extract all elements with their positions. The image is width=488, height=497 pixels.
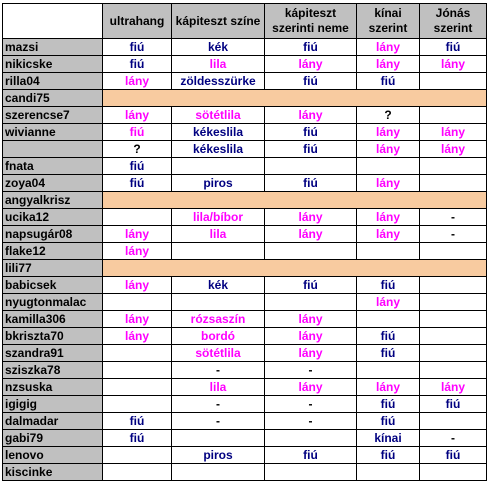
table-cell: lány <box>420 56 487 73</box>
table-cell: lány <box>420 379 487 396</box>
table-cell: - <box>420 430 487 447</box>
table-cell <box>420 328 487 345</box>
table-cell: rózsaszín <box>172 311 265 328</box>
table-cell: fiú <box>265 277 357 294</box>
table-row <box>3 175 487 192</box>
table-cell <box>103 209 172 226</box>
table-cell: lány <box>357 226 420 243</box>
table-cell <box>420 294 487 311</box>
table-cell: lány <box>103 277 172 294</box>
table-row <box>3 192 487 209</box>
table-row <box>3 73 487 90</box>
table-cell: fiú <box>357 447 420 464</box>
table-cell: fiú <box>357 413 420 430</box>
row-name: mazsi <box>3 39 103 56</box>
table-cell: lány <box>357 209 420 226</box>
table-row <box>3 39 487 56</box>
table-cell: kékeslila <box>172 141 265 158</box>
prediction-table <box>2 3 487 481</box>
table-cell: lány <box>265 345 357 362</box>
table-cell: fiú <box>265 447 357 464</box>
table-cell <box>420 175 487 192</box>
table-cell <box>172 294 265 311</box>
table-cell: fiú <box>420 39 487 56</box>
table-cell: ? <box>357 107 420 124</box>
table-row <box>3 107 487 124</box>
table-row <box>3 345 487 362</box>
table-cell: kínai <box>357 430 420 447</box>
table-cell: sötétlila <box>172 107 265 124</box>
table-cell: fiú <box>357 328 420 345</box>
row-name: sziszka78 <box>3 362 103 379</box>
table-cell: lány <box>103 107 172 124</box>
table-cell <box>420 158 487 175</box>
table-cell: fiú <box>103 158 172 175</box>
row-name: ucika12 <box>3 209 103 226</box>
table-cell <box>420 73 487 90</box>
row-name: fnata <box>3 158 103 175</box>
table-cell <box>420 107 487 124</box>
table-cell: - <box>265 396 357 413</box>
row-name: bkriszta70 <box>3 328 103 345</box>
table-cell: lány <box>103 73 172 90</box>
table-cell: lány <box>265 328 357 345</box>
table-cell <box>357 464 420 481</box>
table-row <box>3 311 487 328</box>
table-cell: lány <box>357 141 420 158</box>
table-cell: - <box>172 396 265 413</box>
table-row <box>3 141 487 158</box>
header-corner <box>3 4 103 39</box>
table-cell <box>265 294 357 311</box>
table-cell: fiú <box>103 413 172 430</box>
table-cell: piros <box>172 175 265 192</box>
row-name: kiscinke <box>3 464 103 481</box>
table-cell: lány <box>103 311 172 328</box>
table-row <box>3 362 487 379</box>
table-cell: lila <box>172 56 265 73</box>
table-cell: fiú <box>103 56 172 73</box>
header-kinai: kínai szerint <box>357 4 420 39</box>
table-cell <box>265 243 357 260</box>
table-cell: piros <box>172 447 265 464</box>
table-cell: fiú <box>103 124 172 141</box>
table-row <box>3 328 487 345</box>
row-name: babicsek <box>3 277 103 294</box>
table-row <box>3 430 487 447</box>
row-name: candi75 <box>3 90 103 107</box>
row-name: wivianne <box>3 124 103 141</box>
table-cell <box>420 362 487 379</box>
table-cell <box>357 362 420 379</box>
table-row <box>3 447 487 464</box>
empty-merged-cell <box>103 192 487 209</box>
table-row <box>3 209 487 226</box>
table-row <box>3 226 487 243</box>
table-cell <box>420 345 487 362</box>
table-cell <box>420 311 487 328</box>
table-cell: lány <box>420 124 487 141</box>
table-cell <box>265 464 357 481</box>
table-cell: lila <box>172 379 265 396</box>
table-row <box>3 413 487 430</box>
table-row <box>3 124 487 141</box>
table-cell <box>357 158 420 175</box>
table-cell: bordó <box>172 328 265 345</box>
table-cell: - <box>420 209 487 226</box>
header-kapiteszt-szine: kápiteszt színe <box>172 4 265 39</box>
table-cell: ? <box>103 141 172 158</box>
table-cell <box>103 396 172 413</box>
table-cell: fiú <box>420 396 487 413</box>
table-row <box>3 294 487 311</box>
table-cell: fiú <box>357 277 420 294</box>
table-cell: fiú <box>357 345 420 362</box>
table-body <box>3 39 487 481</box>
table-cell <box>172 430 265 447</box>
table-cell: lila <box>172 226 265 243</box>
table-cell <box>103 345 172 362</box>
table-cell: - <box>265 362 357 379</box>
table-row <box>3 260 487 277</box>
row-name: nyugtonmalac <box>3 294 103 311</box>
table-cell <box>103 379 172 396</box>
row-name: zoya04 <box>3 175 103 192</box>
table-cell <box>172 464 265 481</box>
table-cell: fiú <box>103 430 172 447</box>
table-row <box>3 277 487 294</box>
table-cell: lány <box>103 226 172 243</box>
table-cell: kék <box>172 39 265 56</box>
header-jonas: Jónás szerint <box>420 4 487 39</box>
table-cell: zöldesszürke <box>172 73 265 90</box>
row-name: szerencse7 <box>3 107 103 124</box>
table-cell: lány <box>420 141 487 158</box>
table-cell: kékeslila <box>172 124 265 141</box>
table-cell <box>103 362 172 379</box>
table-cell <box>420 243 487 260</box>
table-cell: fiú <box>357 73 420 90</box>
row-name: flake12 <box>3 243 103 260</box>
table-cell: lány <box>265 226 357 243</box>
table-cell <box>420 464 487 481</box>
table-cell: fiú <box>265 141 357 158</box>
row-name: szandra91 <box>3 345 103 362</box>
header-row <box>3 4 487 39</box>
table-row <box>3 158 487 175</box>
table-cell <box>357 243 420 260</box>
table-row <box>3 396 487 413</box>
table-cell: - <box>265 413 357 430</box>
table-row <box>3 243 487 260</box>
row-name: gabi79 <box>3 430 103 447</box>
table-cell: fiú <box>357 396 420 413</box>
table-cell: - <box>420 226 487 243</box>
table-cell: lány <box>265 311 357 328</box>
table-cell <box>103 464 172 481</box>
row-name: nikicske <box>3 56 103 73</box>
row-name: napsugár08 <box>3 226 103 243</box>
table-cell: lány <box>357 56 420 73</box>
table-cell: lány <box>357 39 420 56</box>
table-cell: fiú <box>265 124 357 141</box>
table-cell: lány <box>357 124 420 141</box>
table-cell <box>420 277 487 294</box>
table-cell: fiú <box>103 175 172 192</box>
table-cell: fiú <box>420 447 487 464</box>
empty-merged-cell <box>103 260 487 277</box>
table-cell: - <box>172 362 265 379</box>
table-cell: sötétlila <box>172 345 265 362</box>
table-cell: - <box>172 413 265 430</box>
table-cell: lány <box>357 294 420 311</box>
table-cell <box>265 158 357 175</box>
table-cell: lány <box>265 379 357 396</box>
row-name: lenovo <box>3 447 103 464</box>
table-row <box>3 379 487 396</box>
table-cell <box>265 430 357 447</box>
table-cell <box>420 413 487 430</box>
table-cell <box>172 158 265 175</box>
table-cell: fiú <box>265 175 357 192</box>
row-name: igigig <box>3 396 103 413</box>
table-row <box>3 90 487 107</box>
table-cell: lány <box>357 175 420 192</box>
table-cell <box>357 311 420 328</box>
table-cell <box>172 243 265 260</box>
row-name: lili77 <box>3 260 103 277</box>
row-name: angyalkrisz <box>3 192 103 209</box>
table-cell: fiú <box>103 39 172 56</box>
table-cell <box>103 294 172 311</box>
table-cell: kék <box>172 277 265 294</box>
table-row <box>3 464 487 481</box>
row-name <box>3 141 103 158</box>
header-kapiteszt-neme: kápiteszt szerinti neme <box>265 4 357 39</box>
table-cell: fiú <box>265 39 357 56</box>
row-name: dalmadar <box>3 413 103 430</box>
table-cell: lány <box>265 209 357 226</box>
header-ultrahang: ultrahang <box>103 4 172 39</box>
table-cell: lány <box>265 56 357 73</box>
table-cell: lila/bíbor <box>172 209 265 226</box>
table-cell: fiú <box>265 73 357 90</box>
table-row <box>3 56 487 73</box>
table-cell <box>103 447 172 464</box>
empty-merged-cell <box>103 90 487 107</box>
row-name: rilla04 <box>3 73 103 90</box>
table-cell: lány <box>103 328 172 345</box>
table-cell: lány <box>357 379 420 396</box>
row-name: kamilla306 <box>3 311 103 328</box>
table-cell: lány <box>103 243 172 260</box>
table-cell: lány <box>265 107 357 124</box>
row-name: nzsuska <box>3 379 103 396</box>
